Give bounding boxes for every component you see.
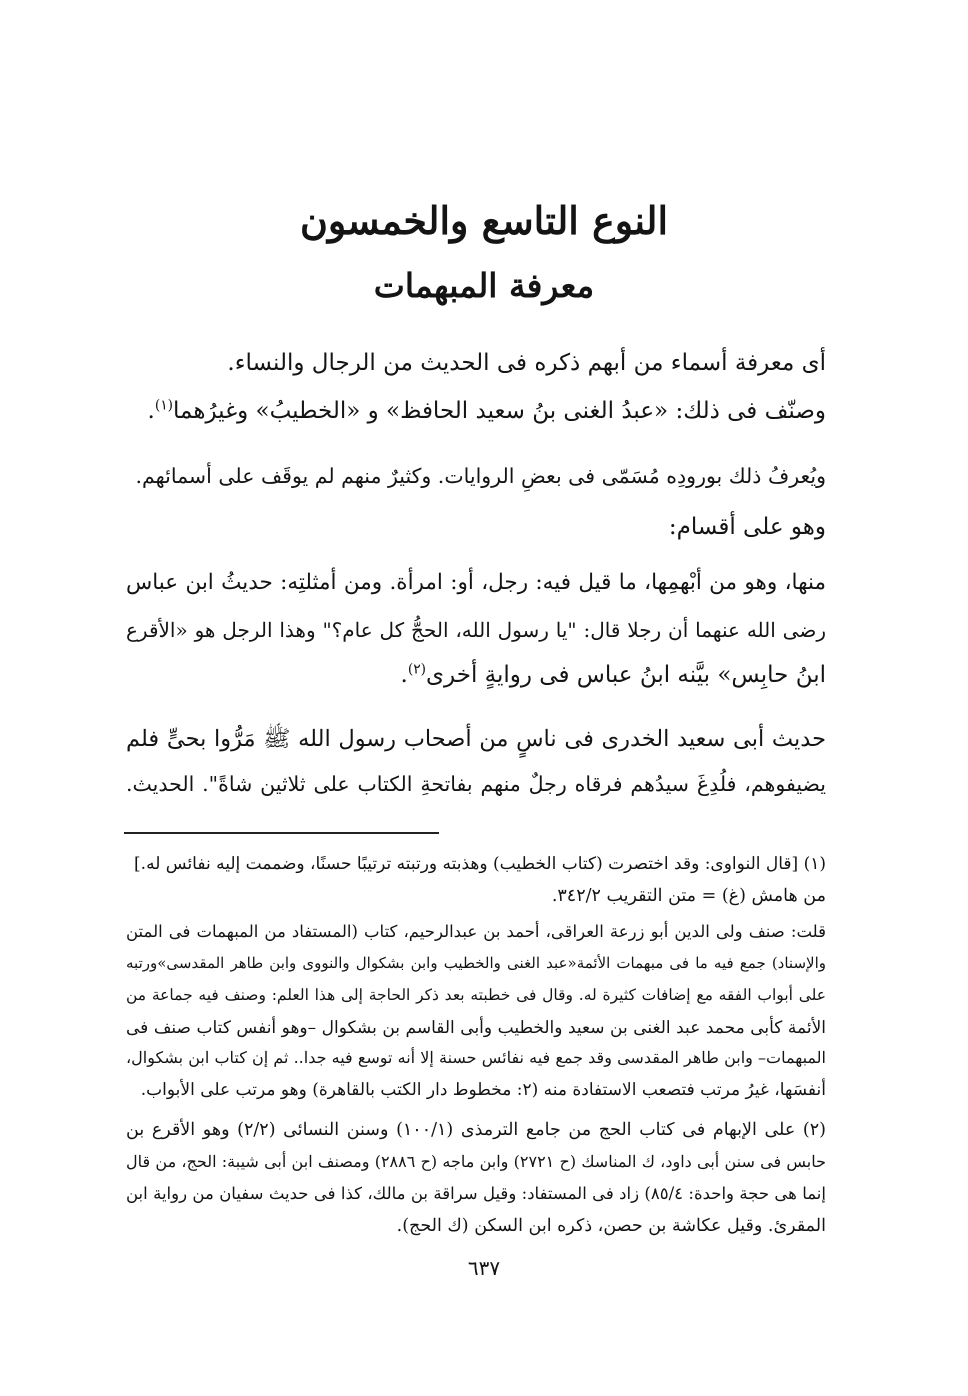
body-line: أى معرفة أسماء من أبهم ذكره فى الحديث من الرجال والنساء.: [227, 350, 826, 376]
body-line: [126, 397, 826, 424]
body-text: وصنّف فى ذلك: «عبدُ الغنى بنُ سعيد الحافظ» و «الخطيبُ» وغيرُهما: [173, 398, 826, 424]
footnote-line: حابس فى سنن أبى داود، ك المناسك (ح ٢٧٢١) وابن ماجه (ح ٢٨٨٦) ومصنف ابن أبى شيبة: الحج، من قال: [126, 1152, 827, 1171]
body-text: ابنُ حابِس» بيَّنه ابنُ عباس فى روايةٍ أخرى: [426, 662, 826, 688]
footnote-line: إنما هى حجة واحدة: ٨٥/٤) زاد فى المستفاد: وقيل سراقة بن مالك، كذا فى حديث سفيان من رواية ابن: [126, 1184, 826, 1203]
footnote-line: المبهمات– وابن طاهر المقدسى وقد جمع فيه نفائس حسنة إلا أنه توسع فيه جدا.. ثم إن كتاب ابن بشكوال،: [126, 1048, 826, 1067]
body-text: .: [400, 662, 408, 688]
chapter-subtitle: معرفة المبهمات: [373, 266, 595, 305]
footnote-line: والإسناد) جمع فيه ما فى مبهمات الأئمة«عبد الغنى والخطيب وابن بشكوال والنووى وابن طاهر المقدسى»ورتبه: [126, 954, 826, 972]
page-number: ٦٣٧: [467, 1256, 501, 1280]
footnote-line: الأئمة كأبى محمد عبد الغنى بن سعيد والخطيب وأبى القاسم بن بشكوال –وهو أنفس كتاب صنف فى: [126, 1018, 826, 1038]
body-text: .: [147, 398, 155, 424]
footnote-divider: [124, 832, 439, 834]
body-line: ويُعرفُ ذلك بورودِه مُسَمّى فى بعضِ الروايات. وكثيرٌ منهم لم يوقَف على أسمائهم.: [135, 464, 826, 488]
body-line: رضى الله عنهما أن رجلا قال: "يا رسول الله، الحجُّ كل عام؟" وهذا الرجل هو «الأقرع: [126, 618, 826, 642]
body-line: يضيفوهم، فلُدِغَ سيدُهم فرقاه رجلٌ منهم بفاتحةِ الكتاب على ثلاثين شاةً". الحديث.: [126, 772, 826, 796]
body-line: وهو على أقسام:: [668, 514, 826, 540]
footnote-line: من هامش (غ) = متن التقريب ٣٤٢/٢.: [551, 886, 826, 906]
footnote-line: أنفسَها، غيرُ مرتب فتصعب الاستفادة منه (٢: مخطوط دار الكتب بالقاهرة) وهو مرتب على الأبواب.: [140, 1080, 826, 1100]
footnote-line: (١) [قال النواوى: وقد اختصرت (كتاب الخطيب) وهذبته ورتبته ترتيبًا حسنًا، وضممت إليه نفائس له.]: [134, 854, 826, 874]
body-line: منها، وهو من أبْهمِها، ما قيل فيه: رجل، أو: امرأة. ومن أمثلتِه: حديثُ ابن عباس: [126, 570, 826, 595]
body-line: حديث أبى سعيد الخدرى فى ناسٍ من أصحاب رسول الله ﷺ مَرُّوا بحىٍّ فلم: [126, 726, 826, 752]
footnote-ref: (٢): [407, 661, 427, 678]
footnote-line: قلت: صنف ولى الدين أبو زرعة العراقى، أحمد بن عبدالرحيم، كتاب (المستفاد من المبهمات فى المتن: [126, 922, 826, 941]
footnote-line: (٢) على الإبهام فى كتاب الحج من جامع الترمذى (١٠٠/١) وسنن النسائى (٢/٢) وهو الأقرع بن: [126, 1120, 826, 1140]
footnote-line: على أبواب الفقه مع إضافات كثيرة له. وقال فى خطبته بعد ذكر الحاجة إلى هذا العلم: وصنف فيه جماعة من: [126, 986, 826, 1004]
footnote-ref: (١): [154, 397, 174, 414]
footnote-line: المقرئ. وقيل عكاشة بن حصن، ذكره ابن السكن (ك الحج).: [396, 1216, 826, 1236]
body-line: [126, 661, 826, 688]
chapter-title: النوع التاسع والخمسون: [299, 198, 669, 243]
